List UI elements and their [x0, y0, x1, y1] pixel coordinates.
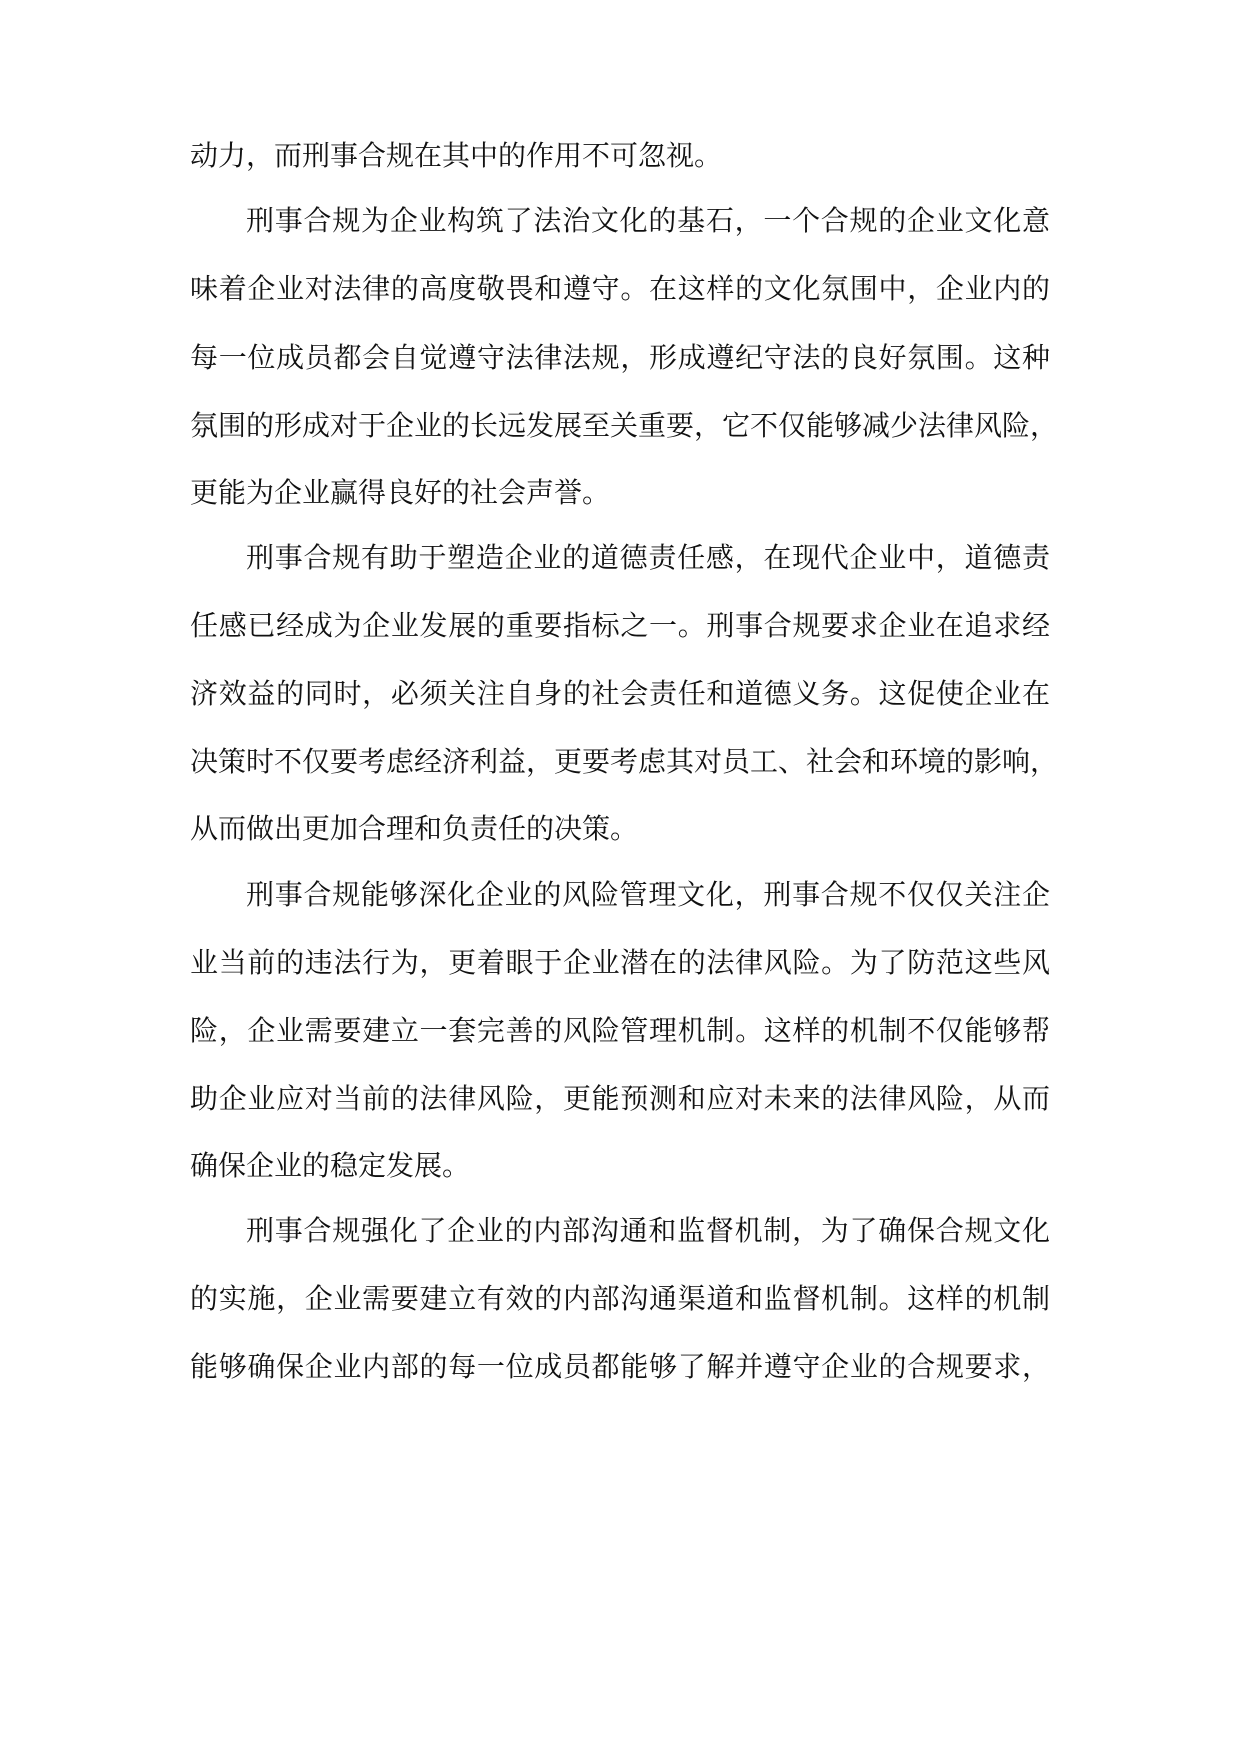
text-line: 险，企业需要建立一套完善的风险管理机制。这样的机制不仅能够帮 [190, 1014, 1050, 1047]
text-line: 济效益的同时，必须关注自身的社会责任和道德义务。这促使企业在 [190, 677, 1050, 710]
text-line: 能够确保企业内部的每一位成员都能够了解并遵守企业的合规要求， [190, 1350, 1050, 1383]
text-line: 决策时不仅要考虑经济利益，更要考虑其对员工、社会和环境的影响， [190, 745, 1059, 778]
paragraph-first-line: 刑事合规强化了企业的内部沟通和监督机制，为了确保合规文化 [246, 1214, 1050, 1247]
text-line: 确保企业的稳定发展。 [190, 1149, 471, 1182]
text-line: 每一位成员都会自觉遵守法律法规，形成遵纪守法的良好氛围。这种 [190, 341, 1050, 374]
text-line: 更能为企业赢得良好的社会声誉。 [190, 476, 611, 509]
text-line: 味着企业对法律的高度敬畏和遵守。在这样的文化氛围中，企业内的 [190, 272, 1050, 305]
text-line: 从而做出更加合理和负责任的决策。 [190, 812, 639, 845]
paragraph-first-line: 刑事合规有助于塑造企业的道德责任感，在现代企业中，道德责 [246, 541, 1050, 574]
paragraph-first-line: 刑事合规为企业构筑了法治文化的基石，一个合规的企业文化意 [246, 204, 1050, 237]
text-line: 的实施，企业需要建立有效的内部沟通渠道和监督机制。这样的机制 [190, 1282, 1050, 1315]
text-line: 动力，而刑事合规在其中的作用不可忽视。 [190, 139, 723, 172]
text-line: 氛围的形成对于企业的长远发展至关重要，它不仅能够减少法律风险， [190, 409, 1059, 442]
paragraph-first-line: 刑事合规能够深化企业的风险管理文化，刑事合规不仅仅关注企 [246, 878, 1050, 911]
text-line: 任感已经成为企业发展的重要指标之一。刑事合规要求企业在追求经 [190, 609, 1050, 642]
text-line: 助企业应对当前的法律风险，更能预测和应对未来的法律风险，从而 [190, 1082, 1050, 1115]
text-line: 业当前的违法行为，更着眼于企业潜在的法律风险。为了防范这些风 [190, 946, 1050, 979]
